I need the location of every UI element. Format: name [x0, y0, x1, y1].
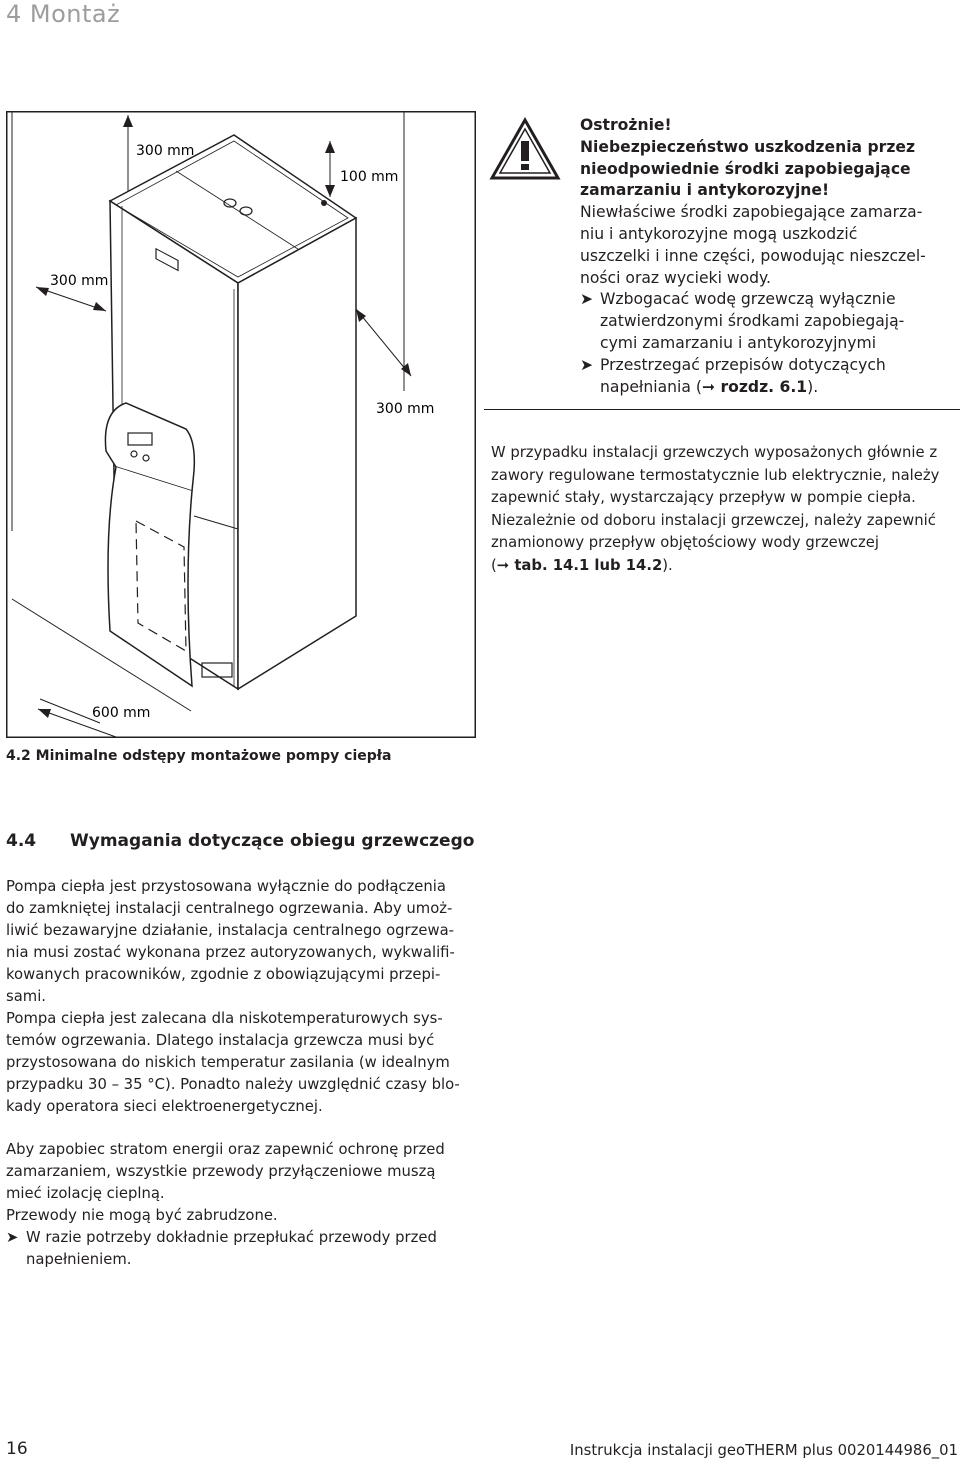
- flow-note: [491, 442, 957, 578]
- table-reference: ➞ tab. 14.1 lub 14.2: [496, 556, 663, 574]
- paragraph-line: sami.: [6, 988, 47, 1005]
- dim-top-right: 100 mm: [340, 169, 399, 185]
- heat-pump-clearance-drawing: [6, 111, 476, 738]
- dim-left: 300 mm: [50, 273, 109, 289]
- paragraph-line: przypadku 30 – 35 °C). Ponadto należy uwzględnić czasy blo-: [6, 1076, 460, 1093]
- warning-body-line: Niewłaściwe środki zapobiegające zamarza-: [580, 203, 923, 222]
- page-number: 16: [6, 1439, 28, 1459]
- warning-bullet-text: ).: [807, 377, 819, 396]
- bullet-line: W razie potrzeby dokładnie przepłukać przewody przed: [26, 1229, 437, 1246]
- bullet-arrow-icon: ➤: [580, 355, 594, 374]
- dim-right: 300 mm: [376, 401, 435, 417]
- note-line: W przypadku instalacji grzewczych wyposażonych głównie z: [491, 444, 938, 461]
- warning-bullet-line: zatwierdzonymi środkami zapobiegają-: [600, 312, 905, 331]
- section-heading: [6, 831, 474, 851]
- warning-triangle-icon: [489, 117, 561, 181]
- warning-bullet-2: [580, 355, 956, 399]
- section-paragraph-2: [6, 1139, 476, 1271]
- dim-top-left: 300 mm: [136, 143, 195, 159]
- paragraph-line: liwić bezawaryjne działanie, instalacja centralnego ogrzewa-: [6, 922, 455, 939]
- paragraph-line: mieć izolację cieplną.: [6, 1185, 165, 1202]
- note-line: zawory regulowane termostatycznie lub elektrycznie, należy: [491, 466, 940, 484]
- section-paragraph-1: [6, 876, 476, 1118]
- paragraph-line: Aby zapobiec stratom energii oraz zapewnić ochronę przed: [6, 1141, 445, 1158]
- warning-subtitle-line: Niebezpieczeństwo uszkodzenia przez: [580, 137, 916, 156]
- warning-body-line: niu i antykorozyjne mogą uszkodzić: [580, 224, 858, 243]
- bullet-arrow-icon: ➤: [580, 290, 594, 309]
- note-text: (: [491, 556, 497, 574]
- section-number: 4.4: [6, 831, 37, 851]
- chapter-reference: ➞ rozdz. 6.1: [701, 377, 808, 396]
- note-line: znamionowy przepływ objętościowy wody grzewczej: [491, 534, 879, 552]
- paragraph-line: przystosowana do niskich temperatur zasilania (w idealnym: [6, 1054, 450, 1071]
- paragraph-line: temów ogrzewania. Dlatego instalacja grzewcza musi być: [6, 1032, 435, 1049]
- paragraph-line: nia musi zostać wykonana przez autoryzowanych, wykwalifi-: [6, 944, 455, 961]
- note-line: Niezależnie od doboru instalacji grzewczej, należy zapewnić: [491, 511, 936, 529]
- warning-bullet-1: [580, 289, 956, 354]
- warning-subtitle-line: nieodpowiednie środki zapobiegające: [580, 159, 911, 178]
- paragraph-line: kowanych pracowników, zgodnie z obowiązującymi przepi-: [6, 966, 441, 983]
- paragraph-line: zamarzaniem, wszystkie przewody przyłączeniowe muszą: [6, 1163, 436, 1180]
- paragraph-line: do zamkniętej instalacji centralnego ogrzewania. Aby umoż-: [6, 900, 453, 917]
- figure-frame: [6, 111, 476, 738]
- paragraph-line: kady operatora sieci elektroenergetycznej.: [6, 1098, 323, 1115]
- bullet-arrow-icon: ➤: [6, 1229, 19, 1246]
- section-title: Wymagania dotyczące obiegu grzewczego: [70, 831, 475, 851]
- page-header-title: 4 Montaż: [6, 0, 121, 28]
- warning-text: [580, 115, 956, 398]
- warning-body-line: ności oraz wycieki wody.: [580, 268, 772, 287]
- warning-bullet-line: [600, 377, 956, 399]
- warning-bullet-line: Wzbogacać wodę grzewczą wyłącznie: [600, 290, 896, 309]
- warning-body-line: uszczelki i inne części, powodując nieszczel-: [580, 246, 926, 265]
- warning-bullet-line: Przestrzegać przepisów dotyczących: [600, 355, 886, 374]
- bullet-line: napełnieniem.: [26, 1251, 132, 1268]
- note-line: zapewnić stały, wystarczający przepływ w pompie ciepła.: [491, 489, 916, 507]
- note-text: ).: [662, 556, 673, 574]
- figure-caption: 4.2 Minimalne odstępy montażowe pompy ciepła: [6, 748, 392, 764]
- dim-bottom: 600 mm: [92, 705, 151, 721]
- warning-bullet-text: napełniania (: [600, 377, 702, 396]
- note-line: [491, 555, 957, 578]
- paragraph-line: Pompa ciepła jest przystosowana wyłącznie do podłączenia: [6, 878, 446, 895]
- section-bullet: [6, 1227, 476, 1271]
- footer-document-title: Instrukcja instalacji geoTHERM plus 0020144986_01: [569, 1442, 958, 1459]
- paragraph-line: Pompa ciepła jest zalecana dla niskotemperaturowych sys-: [6, 1010, 443, 1027]
- warning-bullet-line: cymi zamarzaniu i antykorozyjnymi: [600, 333, 877, 352]
- paragraph-line: Przewody nie mogą być zabrudzone.: [6, 1207, 278, 1224]
- warning-subtitle-line: zamarzaniu i antykorozyjne!: [580, 181, 830, 200]
- warning-title: Ostrożnie!: [580, 116, 672, 134]
